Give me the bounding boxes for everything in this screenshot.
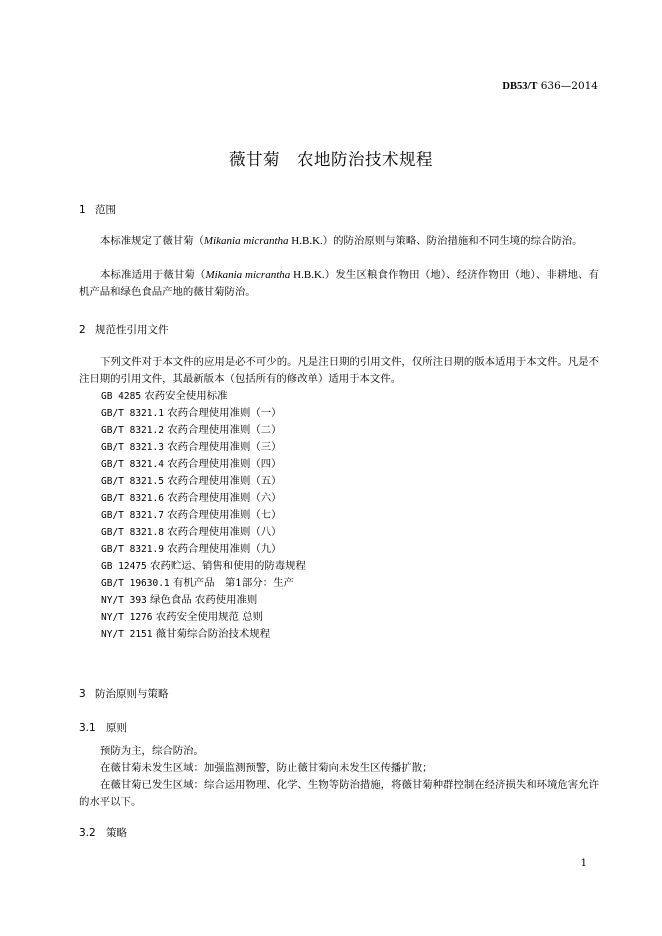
- reference-item: [101, 507, 306, 524]
- principle-paragraph-1: 预防为主，综合防治。: [100, 745, 204, 757]
- section-2-title: 规范性引用文件: [95, 324, 169, 336]
- reference-title: 农药合理使用准则（四）: [163, 458, 282, 470]
- page-number: 1: [580, 858, 587, 869]
- reference-title: 农药合理使用准则（九）: [163, 543, 282, 555]
- reference-title: 绿色食品 农药使用准则: [146, 594, 258, 606]
- section-2-number: 2: [79, 324, 86, 336]
- reference-title: 农药合理使用准则（五）: [163, 475, 282, 487]
- reference-code: GB/T 8321.9: [101, 544, 164, 555]
- p2-text-post: ）发生区粮食作物田（地）、经济作物田（地）、非耕地、有机产品和绿色食品产地的薇甘菊防治。: [79, 269, 599, 298]
- reference-code: NY/T 2151: [101, 629, 153, 640]
- reference-title: 有机产品 第1部分：生产: [169, 577, 294, 589]
- reference-title: 农药合理使用准则（二）: [163, 424, 282, 436]
- reference-title: 农药合理使用准则（七）: [163, 509, 282, 521]
- reference-title: 薇甘菊综合防治技术规程: [152, 628, 271, 640]
- document-code-number: 636—2014: [537, 80, 598, 92]
- section-3-1-heading: [79, 720, 127, 735]
- section-3-2-number: 3.2: [79, 827, 96, 839]
- reference-code: NY/T 393: [101, 595, 147, 606]
- reference-code: GB 4285: [101, 391, 142, 402]
- reference-title: 农药合理使用准则（六）: [163, 492, 282, 504]
- principle-paragraph-3: 在薇甘菊已发生区域：综合运用物理、化学、生物等防治措施，将薇甘菊种群控制在经济损失和环境危害允许的水平以下。: [79, 779, 599, 808]
- reference-item: [101, 490, 306, 507]
- p1-species-name: Mikania micrantha: [203, 235, 289, 247]
- reference-code: GB/T 8321.3: [101, 442, 164, 453]
- section-2-intro: 下列文件对于本文件的应用是必不可少的。凡是注日期的引用文件，仅所注日期的版本适用于本文件。凡是不注日期的引用文件，其最新版本（包括所有的修改单）适用于本文件。: [79, 356, 599, 385]
- reference-code: GB/T 19630.1: [101, 578, 170, 589]
- reference-title: 农药安全使用规范 总则: [152, 611, 263, 623]
- p2-text-pre: 本标准适用于薇甘菊（: [100, 269, 206, 281]
- section-3-2-title: 策略: [106, 827, 127, 839]
- reference-title: 农药合理使用准则（一）: [163, 407, 282, 419]
- principle-paragraph-2: 在薇甘菊未发生区域：加强监测预警，防止薇甘菊向未发生区传播扩散；: [100, 762, 433, 774]
- p1-text-post: ）的防治原则与策略、防治措施和不同生境的综合防治。: [322, 235, 583, 247]
- reference-code: GB 12475: [101, 561, 147, 572]
- section-1-paragraph-1: [79, 233, 599, 250]
- reference-title: 农药贮运、销售和使用的防毒规程: [146, 560, 306, 572]
- reference-code: GB/T 8321.1: [101, 408, 164, 419]
- reference-item: [101, 422, 306, 439]
- reference-title: 农药合理使用准则（八）: [163, 526, 282, 538]
- reference-item: [101, 388, 306, 405]
- reference-code: GB/T 8321.8: [101, 527, 164, 538]
- reference-list: [101, 388, 306, 643]
- reference-item: [101, 524, 306, 541]
- reference-item: [101, 626, 306, 643]
- p2-species-name: Mikania micrantha: [205, 269, 291, 281]
- section-3-2-heading: [79, 825, 127, 840]
- p1-species-author: H.B.K.: [288, 235, 323, 247]
- reference-item: [101, 541, 306, 558]
- document-code: [0, 80, 598, 92]
- reference-code: GB/T 8321.7: [101, 510, 164, 521]
- reference-item: [101, 558, 306, 575]
- section-2-heading: [79, 322, 169, 337]
- document-title: 薇甘菊 农地防治技术规程: [229, 150, 433, 169]
- section-3-1-title: 原则: [106, 722, 127, 734]
- reference-code: GB/T 8321.2: [101, 425, 164, 436]
- reference-item: [101, 473, 306, 490]
- section-1-number: 1: [79, 204, 86, 216]
- p2-species-author: H.B.K.: [290, 269, 325, 281]
- reference-code: GB/T 8321.5: [101, 476, 164, 487]
- section-3-title: 防治原则与策略: [95, 688, 169, 700]
- section-1-paragraph-2: [79, 267, 599, 301]
- p1-text-pre: 本标准规定了薇甘菊（: [100, 235, 204, 247]
- reference-code: GB/T 8321.4: [101, 459, 164, 470]
- reference-item: [101, 592, 306, 609]
- document-code-prefix: DB53/T: [502, 81, 538, 92]
- section-3-number: 3: [79, 688, 86, 700]
- reference-code: GB/T 8321.6: [101, 493, 164, 504]
- reference-item: [101, 456, 306, 473]
- section-3-1-number: 3.1: [79, 722, 96, 734]
- reference-item: [101, 439, 306, 456]
- section-1-heading: [79, 202, 116, 217]
- reference-item: [101, 609, 306, 626]
- reference-title: 农药安全使用标准: [141, 390, 228, 402]
- reference-item: [101, 405, 306, 422]
- section-3-heading: [79, 686, 169, 701]
- reference-item: [101, 575, 306, 592]
- reference-code: NY/T 1276: [101, 612, 153, 623]
- section-1-title: 范围: [95, 204, 116, 216]
- reference-title: 农药合理使用准则（三）: [163, 441, 282, 453]
